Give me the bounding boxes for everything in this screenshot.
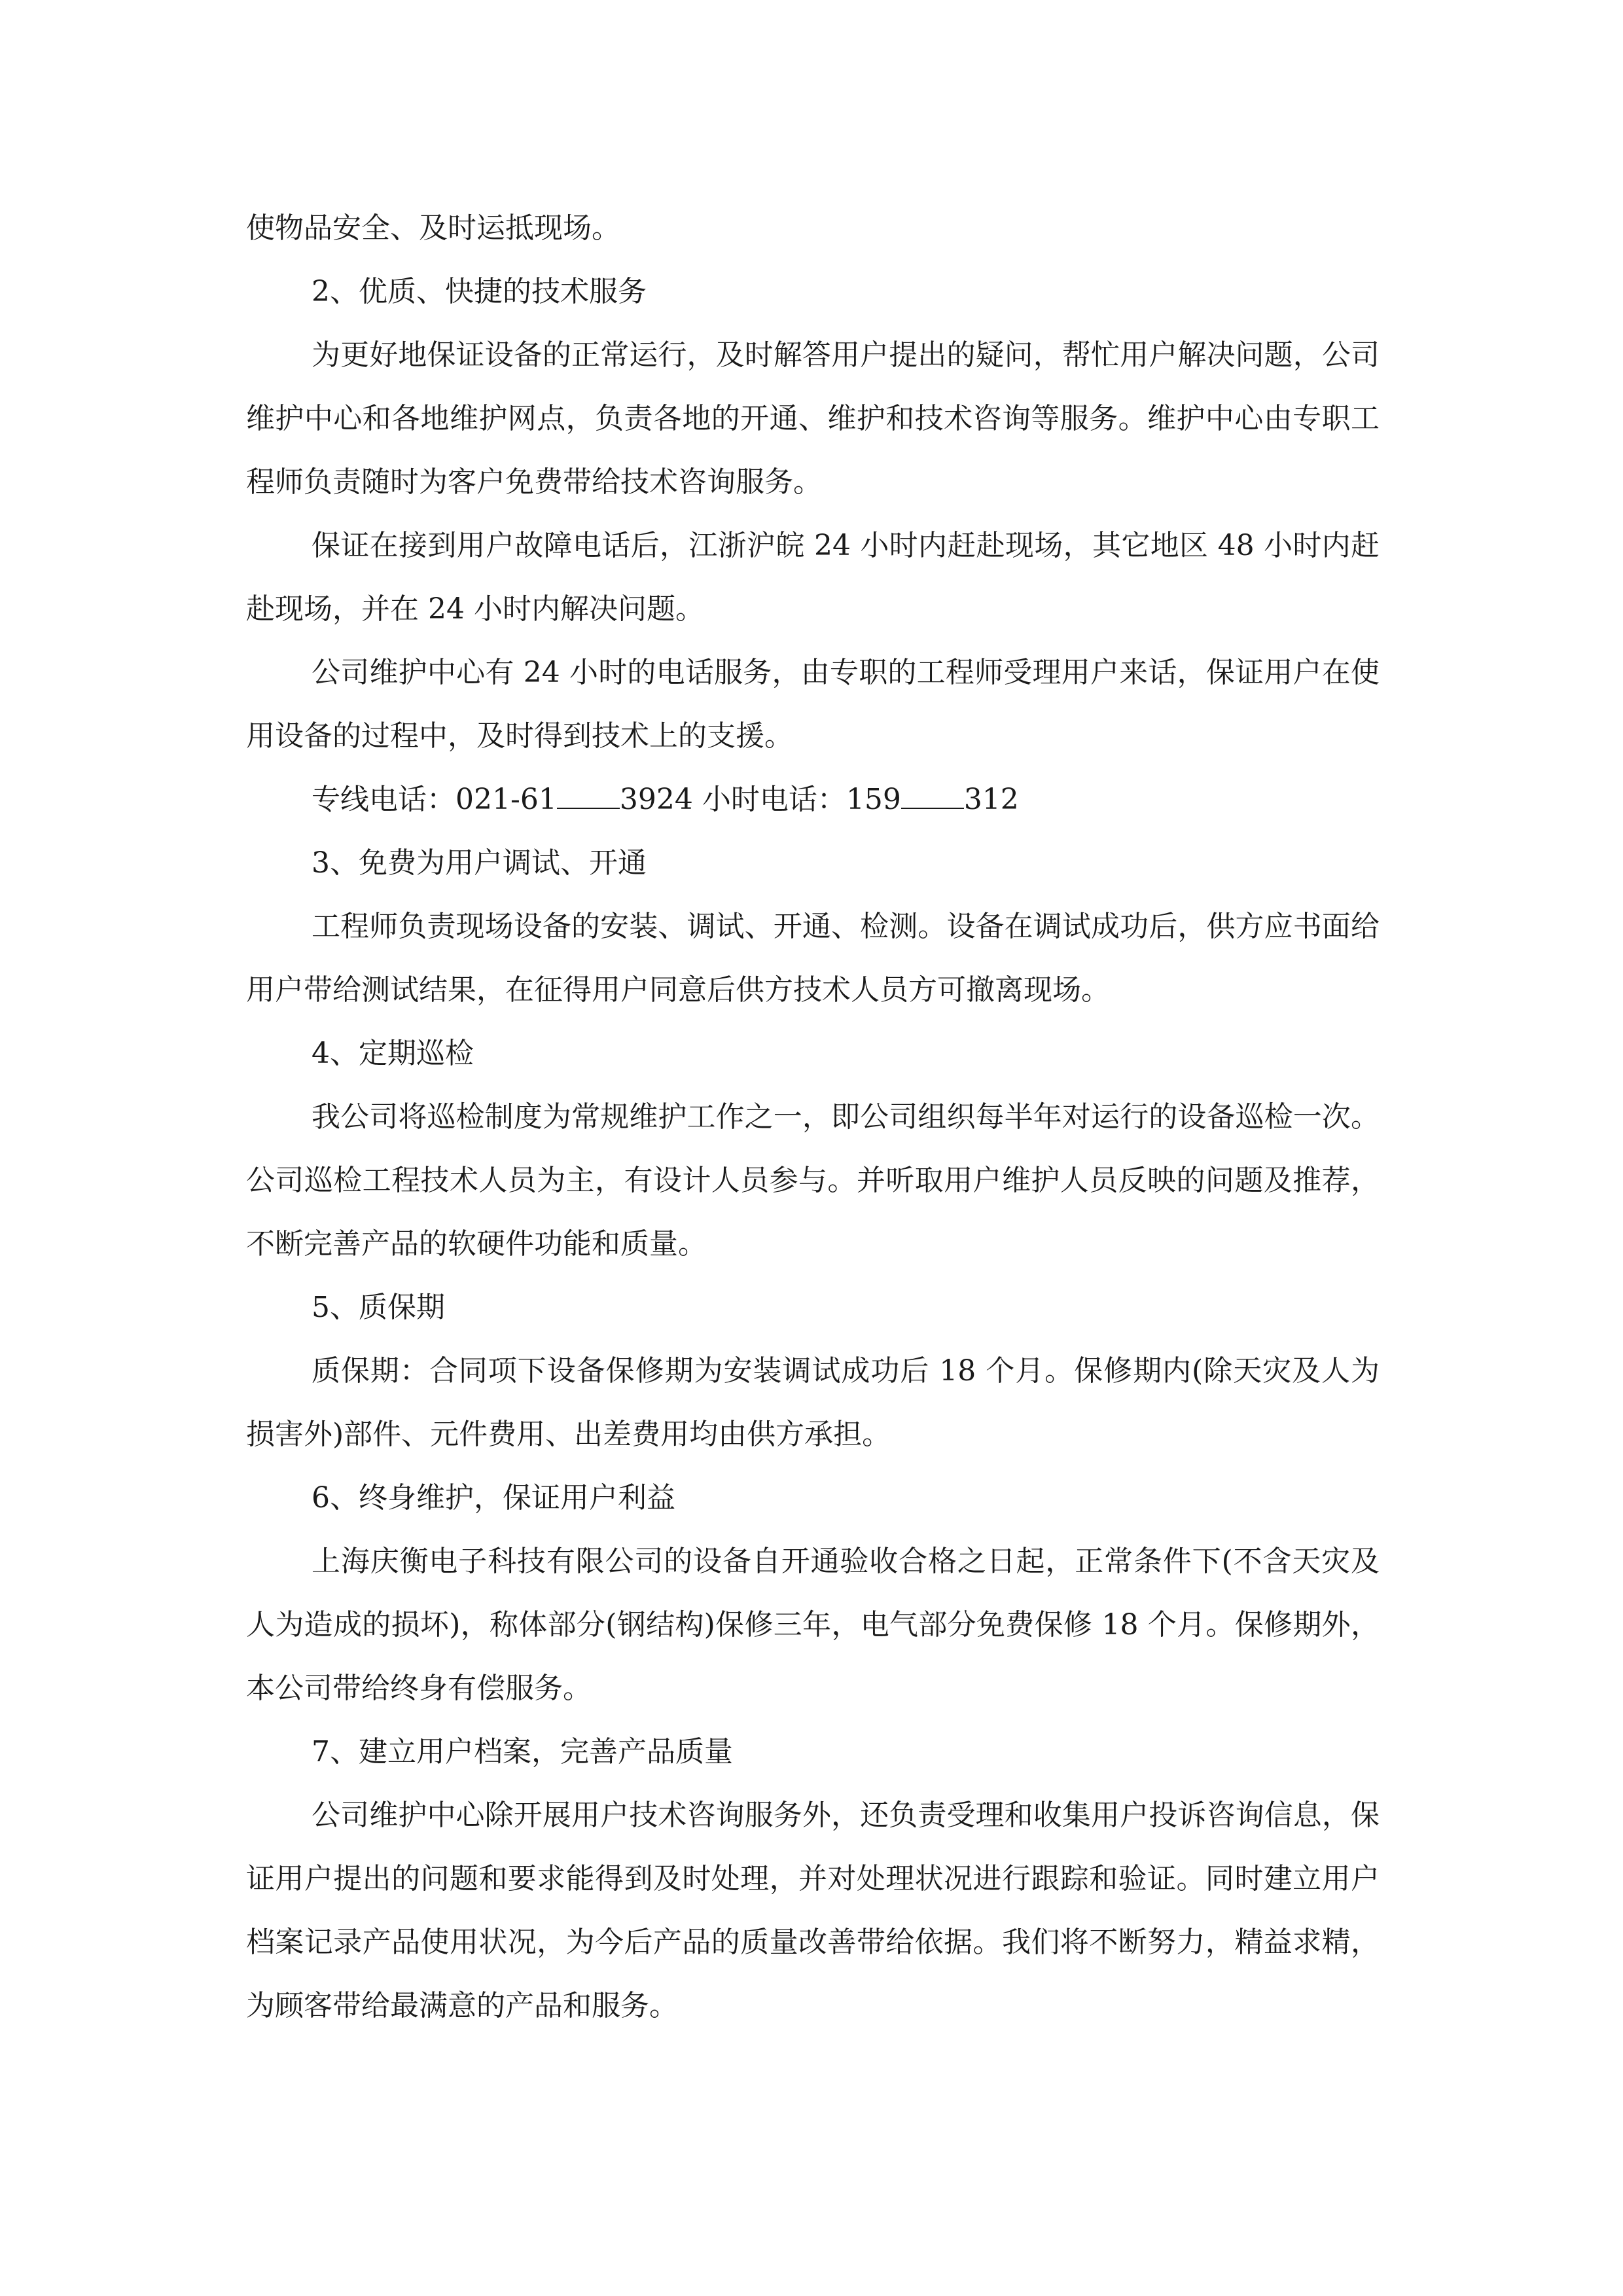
section-heading-6: 6、终身维护，保证用户利益 [312, 1481, 675, 1515]
document-body [246, 196, 1380, 2037]
paragraph-service-intro: 为更好地保证设备的正常运行，及时解答用户提出的疑问，帮忙用户解决问题，公司维护中心和各地维护网点，负责各地的开通、维护和技术咨询等服务。维护中心由专职工程师负责随时为客户免费带给技术咨询服务。 [246, 338, 1380, 499]
paragraph-phone-numbers [246, 768, 1380, 831]
paragraph-response-time: 保证在接到用户故障电话后，江浙沪皖 24 小时内赶赴现场，其它地区 48 小时内赶赴现场，并在 24 小时内解决问题。 [246, 529, 1380, 626]
paragraph-lifetime-maintenance: 上海庆衡电子科技有限公司的设备自开通验收合格之日起，正常条件下(不含天灾及人为造成的损坏)，称体部分(钢结构)保修三年，电气部分免费保修 18 个月。保修期外，本公司带给终身有偿服务。 [246, 1545, 1380, 1705]
section-heading-4: 4、定期巡检 [312, 1037, 474, 1070]
section-heading-2: 2、优质、快捷的技术服务 [312, 275, 647, 308]
paragraph-user-records: 公司维护中心除开展用户技术咨询服务外，还负责受理和收集用户投诉咨询信息，保证用户提出的问题和要求能得到及时处理，并对处理状况进行跟踪和验证。同时建立用户档案记录产品使用状况，为今后产品的质量改善带给依据。我们将不断努力，精益求精，为顾客带给最满意的产品和服务。 [246, 1799, 1380, 2022]
paragraph-inspection: 我公司将巡检制度为常规维护工作之一，即公司组织每半年对运行的设备巡检一次。公司巡检工程技术人员为主，有设计人员参与。并听取用户维护人员反映的问题及推荐，不断完善产品的软硬件功能和质量。 [246, 1100, 1380, 1261]
paragraph-warranty: 质保期：合同项下设备保修期为安装调试成功后 18 个月。保修期内(除天灾及人为损害外)部件、元件费用、出差费用均由供方承担。 [246, 1354, 1380, 1451]
phone-24h-label: 小时电话： [692, 783, 846, 816]
paragraph-installation: 工程师负责现场设备的安装、调试、开通、检测。设备在调试成功后，供方应书面给用户带给测试结果，在征得用户同意后供方技术人员方可撤离现场。 [246, 910, 1380, 1007]
phone-1-blank [557, 784, 620, 809]
phone-2-prefix: 159 [846, 783, 901, 816]
phone-label: 专线电话： [312, 783, 455, 816]
section-heading-7: 7、建立用户档案，完善产品质量 [312, 1735, 733, 1768]
paragraph-continuation: 使物品安全、及时运抵现场。 [246, 211, 620, 245]
section-heading-3: 3、免费为用户调试、开通 [312, 846, 647, 880]
phone-2-suffix: 312 [963, 783, 1019, 816]
section-heading-5: 5、质保期 [312, 1291, 445, 1324]
paragraph-hotline: 公司维护中心有 24 小时的电话服务，由专职的工程师受理用户来话，保证用户在使用设备的过程中，及时得到技术上的支援。 [246, 656, 1380, 753]
phone-2-blank [901, 784, 964, 809]
phone-1-suffix: 3924 [619, 783, 693, 816]
phone-1-prefix: 021-61 [455, 783, 557, 816]
